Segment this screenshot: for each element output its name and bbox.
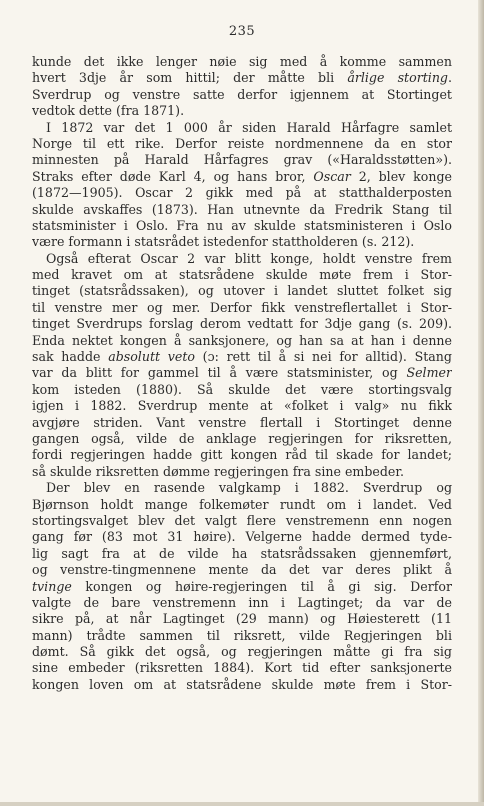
text-line: kunde det ikke lenger nøie sig med å komme sammen: [32, 54, 452, 69]
page-number: 235: [228, 24, 256, 39]
text-line: kongen loven om at statsrådene skulde møte frem i Stor-: [32, 676, 452, 692]
text-line: og venstre-tingmennene mente da det var deres plikt å: [32, 562, 452, 578]
text-line: sikre på, at når Lagtinget (29 mann) og Høiesterett (11: [32, 611, 452, 627]
text-line: avgjøre striden. Vant venstre flertall i Stortinget denne: [32, 414, 452, 430]
text-line: tvinge kongen og høire-regjeringen til å gi sig. Derfor: [32, 578, 452, 594]
text-line: fordi regjeringen hadde gitt kongen råd til skade for landet;: [32, 447, 452, 463]
text-line: Sverdrup og venstre satte derfor igjennem at Stortinget: [32, 86, 452, 102]
text-line: mann) trådte sammen til riksrett, vilde Regjeringen bli: [32, 627, 452, 643]
text-line: vedtok dette (fra 1871).: [32, 103, 185, 119]
text-line: så skulde riksretten dømme regjeringen fra sine embeder.: [32, 463, 405, 479]
text-line: tinget Sverdrups forslag derom vedtatt for 3dje gang (s. 209).: [32, 316, 452, 332]
text-line: var da blitt for gammel til å være statsminister, og Selmer: [32, 365, 452, 381]
text-line: igjen i 1882. Sverdrup mente at «folket i valg» nu fikk: [32, 398, 452, 414]
text-line: hvert 3dje år som hittil; der måtte bli årlige storting.: [32, 70, 452, 86]
text-line: statsminister i Oslo. Fra nu av skulde statsministeren i Oslo: [32, 217, 452, 233]
text-line: sak hadde absolutt veto (ɔ: rett til å si nei for alltid). Stang: [32, 349, 452, 365]
text-line: Også efterat Oscar 2 var blitt konge, holdt venstre frem: [46, 250, 452, 266]
text-line: Der blev en rasende valgkamp i 1882. Sverdrup og: [46, 480, 452, 496]
text-line: med kravet om at statsrådene skulde møte frem i Stor-: [32, 267, 452, 283]
text-line: gang før (83 mot 31 høire). Velgerne hadde dermed tyde-: [32, 529, 452, 545]
text-line: skulde avskaffes (1873). Han utnevnte da Fredrik Stang til: [32, 201, 452, 217]
text-line: sine embeder (riksretten 1884). Kort tid efter sanksjonerte: [32, 660, 452, 676]
text-line: Enda nektet kongen å sanksjonere, og han sa at han i denne: [32, 332, 452, 348]
page-bottom-edge: [0, 802, 484, 806]
text-line: I 1872 var det 1 000 år siden Harald Hårfagre samlet: [46, 119, 452, 135]
text-line: (1872—1905). Oscar 2 gikk med på at statthalderposten: [32, 185, 452, 201]
text-line: Bjørnson holdt mange folkemøter rundt om i landet. Ved: [32, 496, 452, 512]
text-line: gangen også, vilde de anklage regjeringen for riksretten,: [32, 430, 452, 446]
text-line: valgte de bare venstremenn inn i Lagtinget; da var de: [32, 594, 452, 610]
text-line: stortingsvalget blev det valgt flere venstremenn enn nogen: [32, 512, 452, 528]
text-line: Straks efter døde Karl 4, og hans bror, Oscar 2, blev konge: [32, 168, 452, 184]
text-line: være formann i statsrådet istedenfor stattholderen (s. 212).: [32, 234, 415, 250]
text-line: lig sagt fra at de vilde ha statsrådssaken gjennemført,: [32, 545, 452, 561]
text-line: minnesten på Harald Hårfagres grav («Haraldsstøtten»).: [32, 152, 452, 168]
text-line: kom isteden (1880). Så skulde det være stortingsvalg: [32, 381, 452, 397]
body-text: [32, 54, 452, 693]
page-edge-shadow: [478, 0, 484, 806]
text-line: til venstre mer og mer. Derfor fikk venstreflertallet i Stor-: [32, 299, 452, 315]
text-line: Norge til ett rike. Derfor reiste nordmennene da en stor: [32, 135, 452, 151]
text-line: dømt. Så gikk det også, og regjeringen måtte gi fra sig: [32, 644, 452, 660]
text-line: tinget (statsrådssaken), og utover i landet sluttet folket sig: [32, 283, 452, 299]
